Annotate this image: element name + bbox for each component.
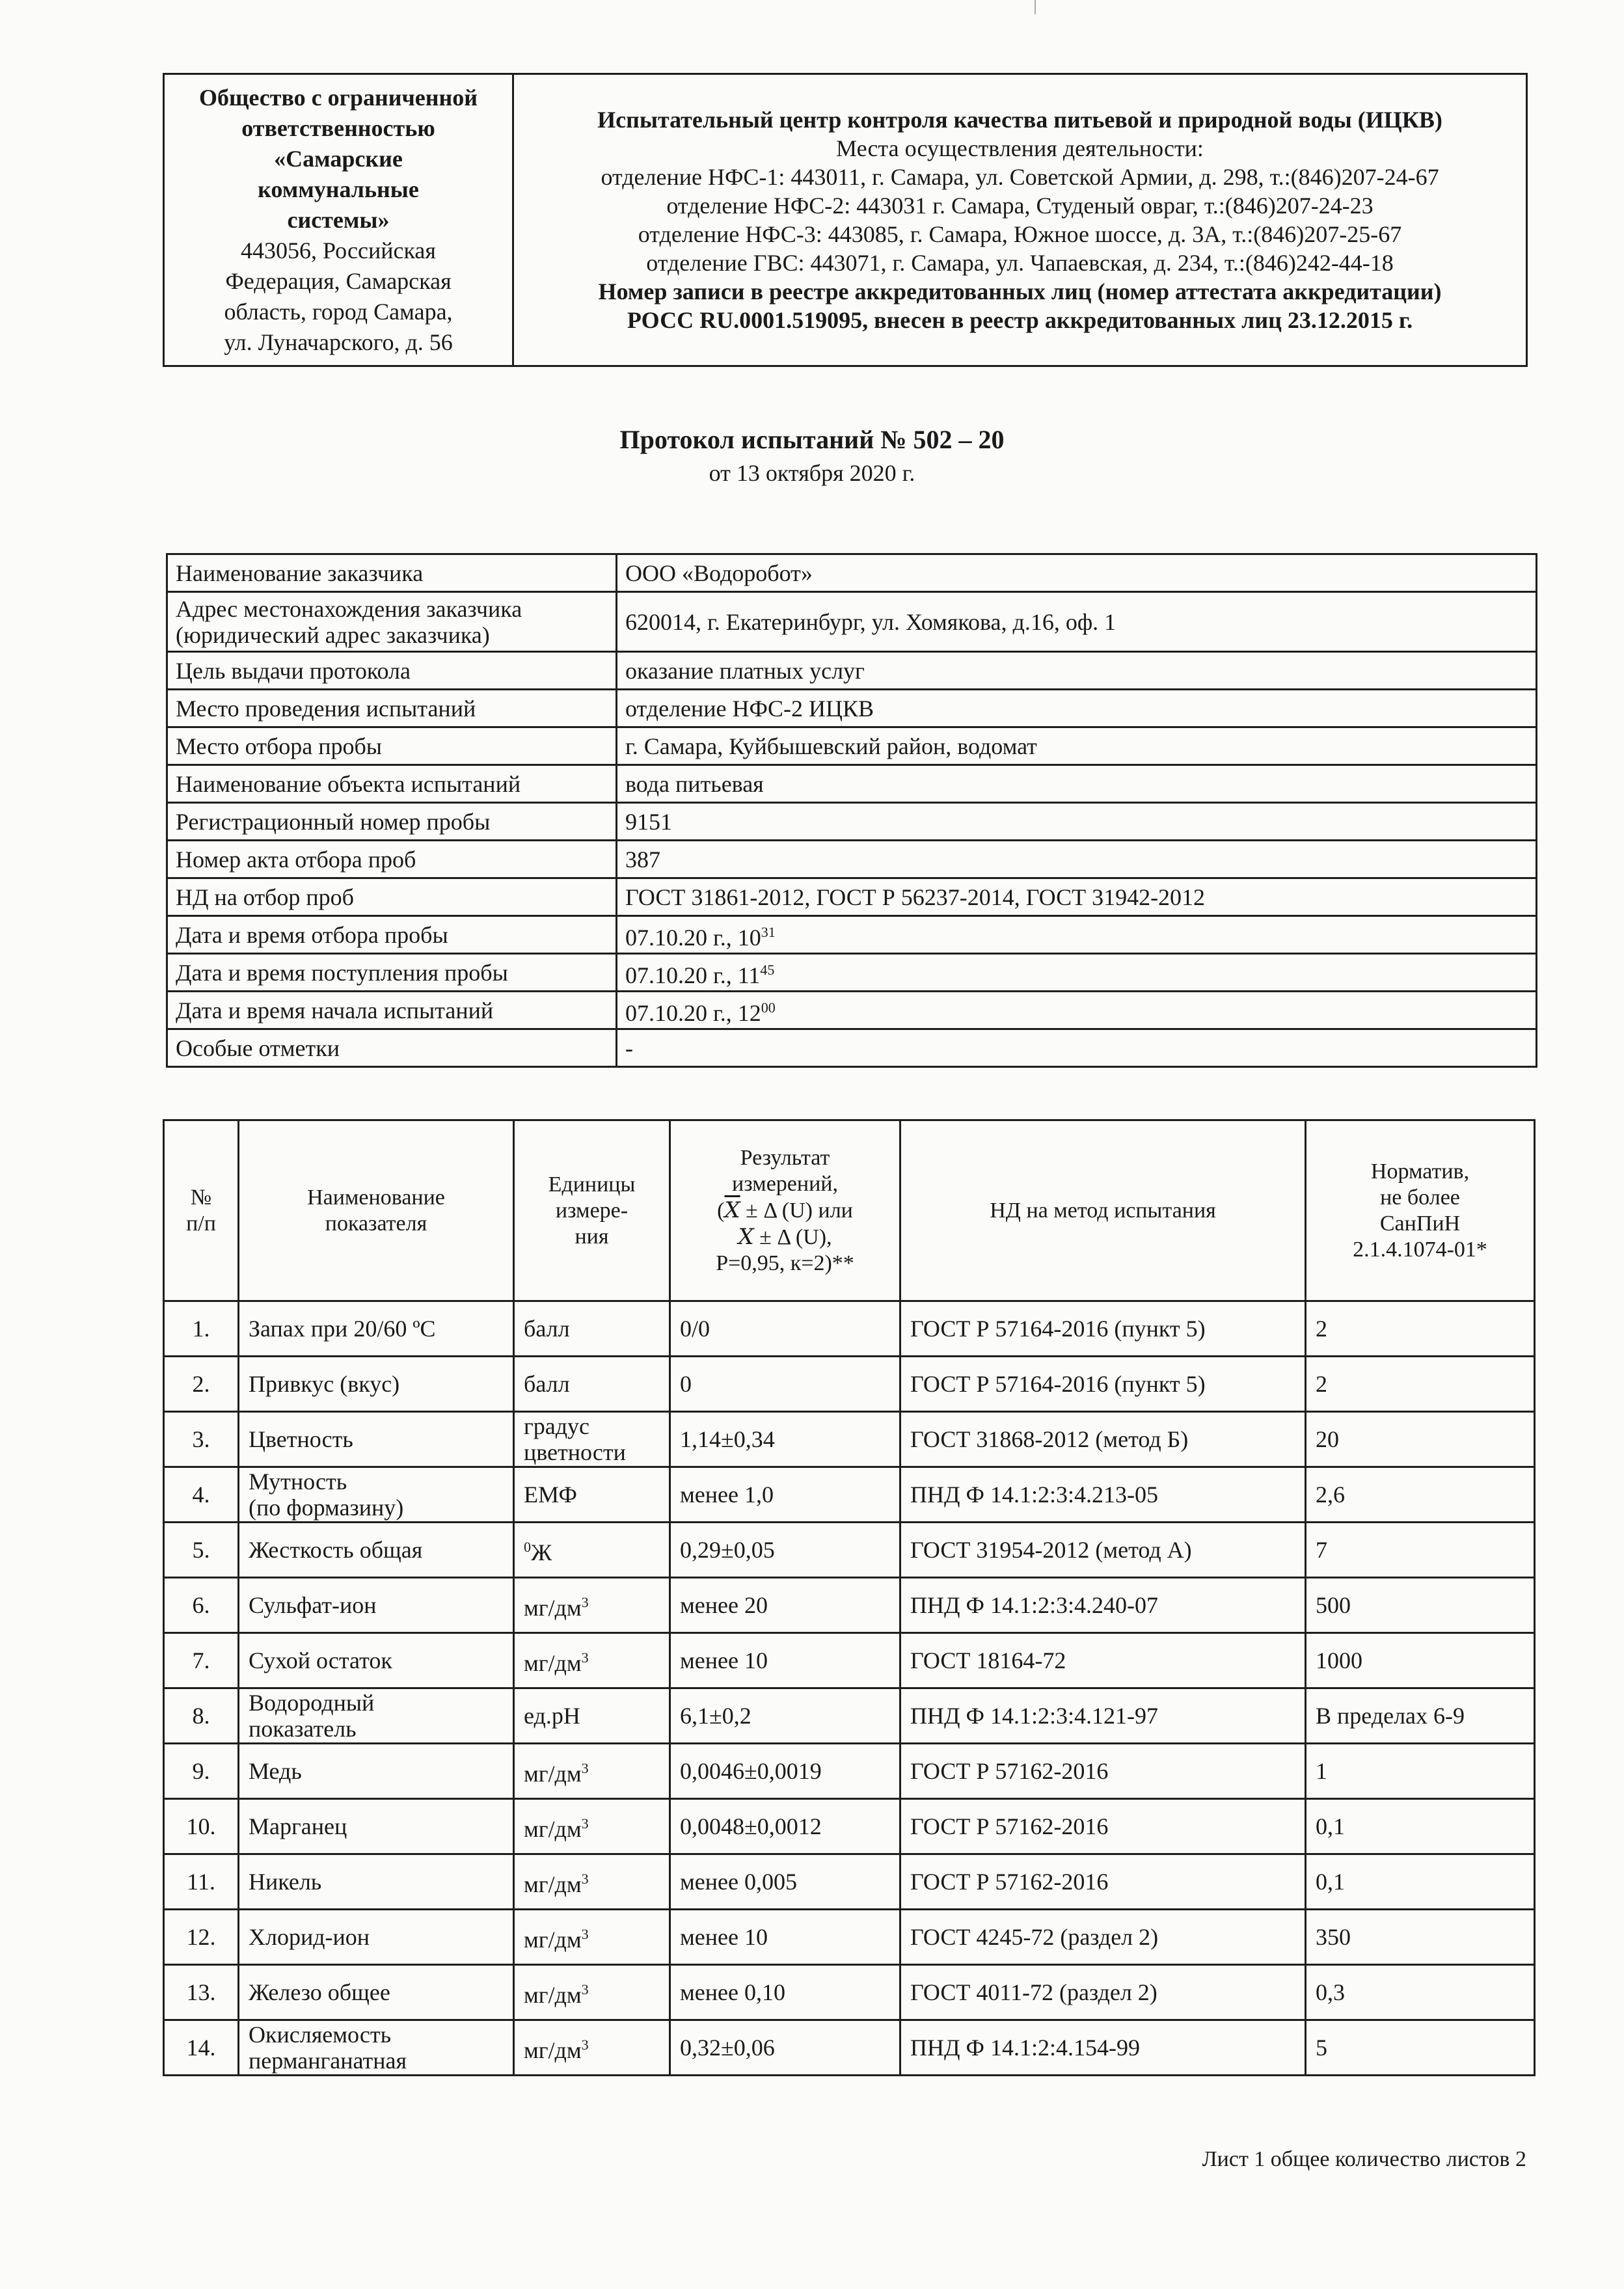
test-method: ПНД Ф 14.1:2:3:4.121-97 <box>900 1688 1306 1744</box>
indicator-name <box>239 1744 514 1799</box>
info-row <box>167 765 1537 803</box>
row-number: 5. <box>164 1523 239 1578</box>
measurement-result: 6,1±0,2 <box>670 1688 900 1744</box>
info-value-text: 9151 <box>625 808 672 835</box>
lab-branch: отделение ГВС: 443071, г. Самара, ул. Чапаевская, д. 234, т.:(846)242-44-18 <box>646 250 1394 276</box>
header-text: ± Δ (U) или <box>740 1198 853 1223</box>
info-row <box>167 592 1537 652</box>
test-method: ПНД Ф 14.1:2:3:4.240-07 <box>900 1578 1306 1633</box>
unit-power: 3 <box>581 1649 589 1666</box>
unit <box>514 1965 670 2020</box>
info-row <box>167 841 1537 878</box>
indicator-name-line: Водородный <box>249 1690 375 1716</box>
unit-power: 3 <box>581 1815 589 1832</box>
indicator-name <box>239 1467 514 1523</box>
indicator-name-line: Сухой остаток <box>249 1647 392 1673</box>
info-row <box>167 1029 1537 1067</box>
norm-value: 2 <box>1306 1301 1535 1357</box>
info-value <box>617 554 1537 592</box>
info-row <box>167 916 1537 954</box>
indicator-name-line: Окисляемость <box>249 2022 392 2048</box>
unit-text: мг/дм <box>524 1927 582 1953</box>
result-row <box>164 1357 1535 1412</box>
unit-power: 3 <box>581 1926 589 1942</box>
laboratory-cell <box>513 74 1527 366</box>
info-label: Номер акта отбора проб <box>167 841 617 878</box>
row-number: 12. <box>164 1910 239 1965</box>
row-number: 11. <box>164 1854 239 1910</box>
info-value <box>617 1029 1537 1067</box>
org-name-line: ответственностью <box>241 115 435 141</box>
info-label: Дата и время поступления пробы <box>167 954 617 992</box>
unit-line: градус <box>524 1413 590 1439</box>
measurement-result: менее 10 <box>670 1910 900 1965</box>
lab-title: Испытательный центр контроля качества питьевой и природной воды (ИЦКВ) <box>597 107 1442 133</box>
indicator-name <box>239 1910 514 1965</box>
info-label: Место отбора пробы <box>167 727 617 765</box>
indicator-name-line: Сульфат-ион <box>249 1592 377 1618</box>
indicator-name-line: Медь <box>249 1758 302 1784</box>
info-label: Регистрационный номер пробы <box>167 803 617 841</box>
row-number: 10. <box>164 1799 239 1854</box>
measurement-result: 0,32±0,06 <box>670 2020 900 2076</box>
header-text: ( <box>717 1198 725 1223</box>
info-label <box>167 592 617 652</box>
header-formula <box>671 1224 899 1251</box>
result-row <box>164 1688 1535 1744</box>
unit-text: мг/дм <box>524 1816 582 1842</box>
org-name-line: Общество с ограниченной <box>198 84 478 111</box>
indicator-name-line: Привкус (вкус) <box>249 1371 400 1397</box>
header-formula <box>671 1197 899 1224</box>
row-number: 14. <box>164 2020 239 2076</box>
unit-text: мг/дм <box>524 2037 582 2063</box>
result-row <box>164 1744 1535 1799</box>
col-header-method <box>900 1120 1306 1301</box>
info-value-text: 620014, г. Екатеринбург, ул. Хомякова, д.16, оф. 1 <box>625 608 1116 635</box>
norm-value: 0,1 <box>1306 1799 1535 1854</box>
measurement-result: менее 1,0 <box>670 1467 900 1523</box>
time-minutes: 31 <box>761 923 776 940</box>
laboratory-block <box>514 105 1526 334</box>
info-label: Цель выдачи протокола <box>167 652 617 690</box>
measurement-result: 1,14±0,34 <box>670 1412 900 1467</box>
info-value <box>617 803 1537 841</box>
unit-text: мг/дм <box>524 1871 582 1897</box>
result-row <box>164 1854 1535 1910</box>
unit-text: ЕМФ <box>524 1482 577 1508</box>
indicator-name <box>239 1301 514 1357</box>
indicator-name <box>239 1965 514 2020</box>
header-text: показателя <box>325 1211 427 1236</box>
indicator-name-line: Цветность <box>249 1426 353 1452</box>
header-text: НД на метод испытания <box>990 1198 1216 1223</box>
info-value <box>617 992 1537 1029</box>
row-number: 1. <box>164 1301 239 1357</box>
page-footer: Лист 1 общее количество листов 2 <box>1202 2147 1526 2171</box>
unit-power: 3 <box>581 1871 589 1887</box>
row-number: 13. <box>164 1965 239 2020</box>
norm-value: 1000 <box>1306 1633 1535 1688</box>
lab-branch: отделение НФС-3: 443085, г. Самара, Южное шоссе, д. 3А, т.:(846)207-25-67 <box>638 221 1402 247</box>
info-value-text: оказание платных услуг <box>625 657 865 684</box>
indicator-name-line: показатель <box>249 1716 357 1742</box>
result-row <box>164 1799 1535 1854</box>
measurement-result: менее 10 <box>670 1633 900 1688</box>
test-method: ГОСТ Р 57164-2016 (пункт 5) <box>900 1357 1306 1412</box>
info-value-text: - <box>625 1035 633 1061</box>
results-table <box>163 1119 1536 2076</box>
result-row <box>164 1467 1535 1523</box>
lab-branch: отделение НФС-2: 443031 г. Самара, Студеный овраг, т.:(846)207-24-23 <box>666 193 1374 219</box>
info-label: Особые отметки <box>167 1029 617 1067</box>
test-method: ГОСТ 18164-72 <box>900 1633 1306 1688</box>
info-value <box>617 765 1537 803</box>
measurement-result: 0,0048±0,0012 <box>670 1799 900 1854</box>
result-row <box>164 1578 1535 1633</box>
unit-power: 3 <box>581 1760 589 1776</box>
test-method: ГОСТ Р 57164-2016 (пункт 5) <box>900 1301 1306 1357</box>
measurement-result: менее 20 <box>670 1578 900 1633</box>
unit <box>514 1799 670 1854</box>
row-number: 9. <box>164 1744 239 1799</box>
info-label: Дата и время начала испытаний <box>167 992 617 1029</box>
info-value-text: г. Самара, Куйбышевский район, водомат <box>625 733 1037 759</box>
info-value <box>617 878 1537 916</box>
organization-block <box>165 83 512 358</box>
info-row <box>167 727 1537 765</box>
indicator-name-line: перманганатная <box>249 2048 407 2074</box>
test-method: ГОСТ 4245-72 (раздел 2) <box>900 1910 1306 1965</box>
info-value-text: 07.10.20 г., 12 <box>625 999 761 1026</box>
header-text: Норматив, <box>1370 1159 1470 1184</box>
unit <box>514 1688 670 1744</box>
header-text: P=0,95, к=2)** <box>716 1251 854 1275</box>
unit <box>514 1357 670 1412</box>
info-value-text: отделение НФС-2 ИЦКВ <box>625 695 874 722</box>
header-text: не более <box>1380 1185 1460 1210</box>
unit <box>514 2020 670 2076</box>
info-value <box>617 916 1537 954</box>
unit-text: Ж <box>531 1539 552 1565</box>
org-name-line: системы» <box>287 206 390 233</box>
row-number: 7. <box>164 1633 239 1688</box>
col-header-norm <box>1306 1120 1535 1301</box>
info-value-text: вода питьевая <box>625 770 764 797</box>
test-method: ПНД Ф 14.1:2:4.154-99 <box>900 2020 1306 2076</box>
result-row <box>164 1910 1535 1965</box>
info-label: НД на отбор проб <box>167 878 617 916</box>
info-row <box>167 690 1537 727</box>
indicator-name-line: Жесткость общая <box>249 1537 423 1563</box>
header-text: Единицы <box>548 1172 636 1197</box>
result-row <box>164 1633 1535 1688</box>
unit-line: цветности <box>524 1439 626 1465</box>
unit-text: мг/дм <box>524 1761 582 1787</box>
unit <box>514 1910 670 1965</box>
test-method: ПНД Ф 14.1:2:3:4.213-05 <box>900 1467 1306 1523</box>
unit <box>514 1301 670 1357</box>
time-minutes: 00 <box>761 999 776 1016</box>
norm-value: 20 <box>1306 1412 1535 1467</box>
indicator-name <box>239 1799 514 1854</box>
unit <box>514 1744 670 1799</box>
result-row <box>164 2020 1535 2076</box>
row-number: 6. <box>164 1578 239 1633</box>
result-row <box>164 1301 1535 1357</box>
unit-text: балл <box>524 1316 570 1342</box>
lab-branch: отделение НФС-1: 443011, г. Самара, ул. Советской Армии, д. 298, т.:(846)207-24-67 <box>601 164 1439 190</box>
header-text: ± Δ (U), <box>753 1225 832 1249</box>
info-row <box>167 803 1537 841</box>
indicator-name <box>239 2020 514 2076</box>
unit-text: балл <box>524 1371 570 1397</box>
sample-info-table <box>166 553 1537 1068</box>
norm-value: 1 <box>1306 1744 1535 1799</box>
info-row <box>167 652 1537 690</box>
org-name-line: коммунальные <box>258 176 419 202</box>
indicator-name-line: Мутность <box>249 1469 347 1495</box>
measurement-result: менее 0,10 <box>670 1965 900 2020</box>
measurement-result: менее 0,005 <box>670 1854 900 1910</box>
norm-value: В пределах 6-9 <box>1306 1688 1535 1744</box>
result-row <box>164 1412 1535 1467</box>
unit-power: 3 <box>581 1594 589 1610</box>
unit-text: мг/дм <box>524 1595 582 1621</box>
protocol-title: Протокол испытаний № 502 – 20 <box>619 425 1005 454</box>
org-address-line: область, город Самара, <box>224 298 453 325</box>
org-name-line: «Самарские <box>274 145 403 172</box>
info-value <box>617 727 1537 765</box>
protocol-date: от 13 октября 2020 г. <box>709 460 915 486</box>
accreditation-line: Номер записи в реестре аккредитованных лиц (номер аттестата аккредитации) <box>598 278 1442 305</box>
header-text: измере- <box>555 1198 629 1223</box>
header-text: Наименование <box>307 1185 445 1210</box>
header-text: № <box>190 1185 212 1210</box>
row-number: 4. <box>164 1467 239 1523</box>
info-label: Наименование заказчика <box>167 554 617 592</box>
info-label: Наименование объекта испытаний <box>167 765 617 803</box>
x-symbol: X <box>738 1223 754 1250</box>
header-text: п/п <box>186 1211 216 1236</box>
info-value <box>617 954 1537 992</box>
result-row <box>164 1965 1535 2020</box>
norm-value: 500 <box>1306 1578 1535 1633</box>
header-text: 2.1.4.1074-01* <box>1353 1237 1487 1262</box>
info-value-text: ГОСТ 31861-2012, ГОСТ Р 56237-2014, ГОСТ 31942-2012 <box>625 884 1206 910</box>
norm-value: 0,1 <box>1306 1854 1535 1910</box>
scan-mark <box>1035 0 1036 14</box>
info-row <box>167 878 1537 916</box>
x-bar-symbol: $\overline{X}$ <box>724 1197 740 1223</box>
info-value <box>617 652 1537 690</box>
unit <box>514 1854 670 1910</box>
lab-places-label: Места осуществления деятельности: <box>836 135 1204 161</box>
norm-value: 5 <box>1306 2020 1535 2076</box>
unit <box>514 1467 670 1523</box>
header-text: ния <box>575 1224 609 1249</box>
col-header-indicator <box>239 1120 514 1301</box>
indicator-name-line: Железо общее <box>249 1979 390 2005</box>
indicator-name <box>239 1854 514 1910</box>
org-address-line: 443056, Российская <box>241 237 436 264</box>
col-header-result <box>670 1120 900 1301</box>
unit-text: мг/дм <box>524 1650 582 1676</box>
info-label-line: Адрес местонахождения заказчика <box>176 595 522 622</box>
test-method: ГОСТ 31954-2012 (метод А) <box>900 1523 1306 1578</box>
test-method: ГОСТ 31868-2012 (метод Б) <box>900 1412 1306 1467</box>
org-address-line: Федерация, Самарская <box>225 267 452 294</box>
organization-cell <box>164 74 513 366</box>
indicator-name-line: Марганец <box>249 1813 347 1839</box>
info-value-text: 387 <box>625 846 660 873</box>
test-method: ГОСТ Р 57162-2016 <box>900 1799 1306 1854</box>
indicator-name <box>239 1523 514 1578</box>
unit <box>514 1412 670 1467</box>
header-text: СанПиН <box>1379 1211 1461 1236</box>
indicator-name-line: Запах при 20/60 ºС <box>249 1316 436 1342</box>
norm-value: 2,6 <box>1306 1467 1535 1523</box>
indicator-name-line: Никель <box>249 1869 322 1895</box>
norm-value: 7 <box>1306 1523 1535 1578</box>
info-value <box>617 690 1537 727</box>
unit <box>514 1578 670 1633</box>
measurement-result: 0,29±0,05 <box>670 1523 900 1578</box>
indicator-name <box>239 1578 514 1633</box>
row-number: 3. <box>164 1412 239 1467</box>
unit-degree: 0 <box>524 1539 531 1555</box>
test-method: ГОСТ 4011-72 (раздел 2) <box>900 1965 1306 2020</box>
indicator-name <box>239 1357 514 1412</box>
measurement-result: 0/0 <box>670 1301 900 1357</box>
unit-text: мг/дм <box>524 1982 582 2008</box>
time-minutes: 45 <box>760 961 775 978</box>
info-label: Место проведения испытаний <box>167 690 617 727</box>
result-row <box>164 1523 1535 1578</box>
unit <box>514 1523 670 1578</box>
info-value <box>617 841 1537 878</box>
measurement-result: 0 <box>670 1357 900 1412</box>
indicator-name <box>239 1633 514 1688</box>
info-value <box>617 592 1537 652</box>
indicator-name <box>239 1412 514 1467</box>
info-row <box>167 954 1537 992</box>
info-value-text: ООО «Водоробот» <box>625 560 813 586</box>
norm-value: 2 <box>1306 1357 1535 1412</box>
letterhead-table <box>163 73 1528 367</box>
info-value-text: 07.10.20 г., 10 <box>625 924 761 951</box>
unit-text: ед.рН <box>524 1703 580 1729</box>
header-text: измерений, <box>732 1171 838 1196</box>
org-address-line: ул. Луначарского, д. 56 <box>224 329 453 355</box>
indicator-name <box>239 1688 514 1744</box>
col-header-number <box>164 1120 239 1301</box>
measurement-result: 0,0046±0,0019 <box>670 1744 900 1799</box>
norm-value: 350 <box>1306 1910 1535 1965</box>
indicator-name-line: (по формазину) <box>249 1495 404 1521</box>
norm-value: 0,3 <box>1306 1965 1535 2020</box>
info-label: Дата и время отбора пробы <box>167 916 617 954</box>
unit <box>514 1633 670 1688</box>
info-value-text: 07.10.20 г., 11 <box>625 962 761 988</box>
info-label-line: (юридический адрес заказчика) <box>176 621 490 648</box>
col-header-units <box>514 1120 670 1301</box>
unit-power: 3 <box>581 2037 589 2053</box>
unit-power: 3 <box>581 1981 589 1998</box>
accreditation-line: РОСС RU.0001.519095, внесен в реестр аккредитованных лиц 23.12.2015 г. <box>627 307 1413 333</box>
row-number: 8. <box>164 1688 239 1744</box>
indicator-name-line: Хлорид-ион <box>249 1924 370 1950</box>
row-number: 2. <box>164 1357 239 1412</box>
header-text: Результат <box>740 1145 830 1170</box>
info-row <box>167 992 1537 1029</box>
info-row <box>167 554 1537 592</box>
test-method: ГОСТ Р 57162-2016 <box>900 1744 1306 1799</box>
test-method: ГОСТ Р 57162-2016 <box>900 1854 1306 1910</box>
